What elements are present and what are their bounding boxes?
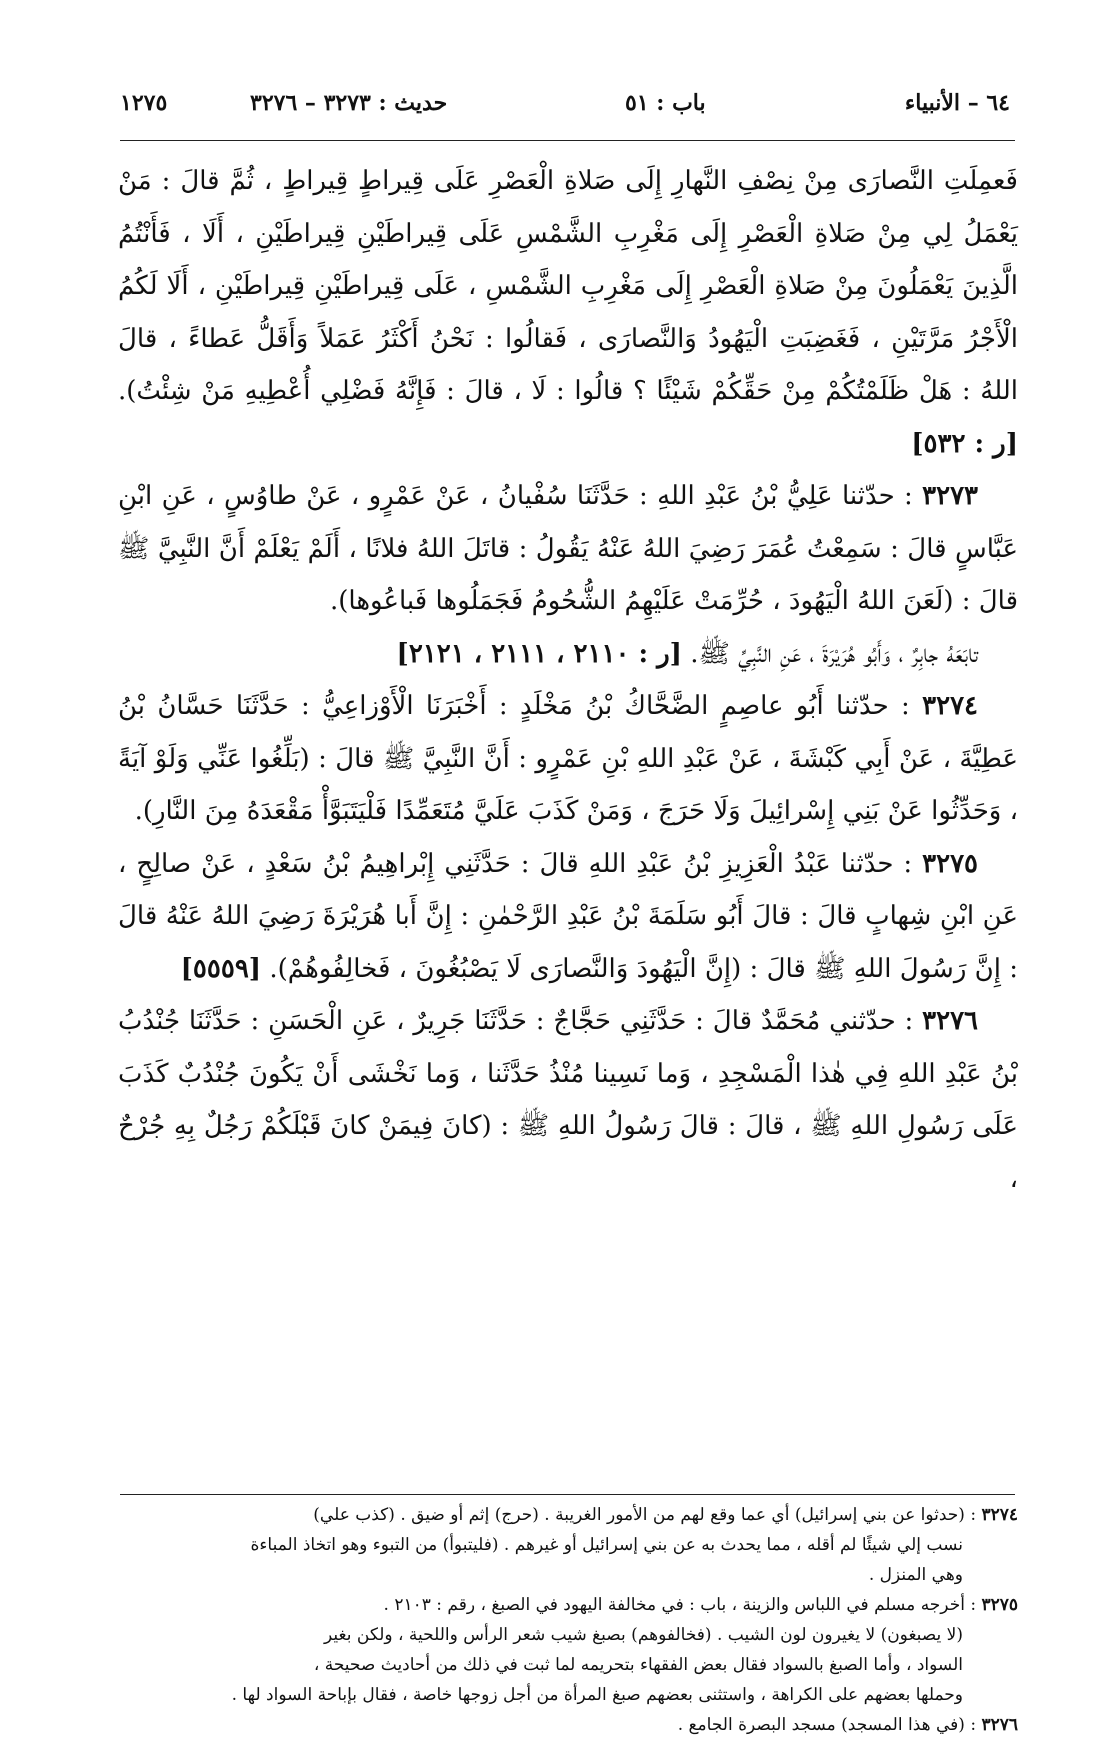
page-number: ١٢٧٥: [120, 90, 168, 116]
hadith-number: ٣٢٧٤: [922, 691, 978, 721]
paragraph-text: : حدّثنا عَبْدُ الْعَزِيزِ بْنُ عَبْدِ اللهِ قالَ : حَدَّثَنِي إِبْراهِيمُ بْنُ سَعْدٍ ، عَنْ صالِحٍ ، عَنِ ابْنِ شِهابٍ قالَ : قالَ أَبُو سَلَمَةَ بْنُ عَبْدِ الرَّحْمٰنِ : إِنَّ أَبا هُرَيْرَةَ رَضِيَ اللهُ عَنْهُ قالَ : إِنَّ رَسُولَ اللهِ ﷺ قالَ : (إِنَّ الْيَهُودَ وَالنَّصارَى لَا يَصْبُغُونَ ، فَخالِفُوهُمْ).: [118, 848, 1018, 984]
footnote-text: : (حدثوا عن بني إسرائيل) أي عما وقع لهم من الأمور الغريبة . (حرج) إثم أو ضيق . (كذب علي): [313, 1505, 977, 1525]
paragraph-text: : حدّثنا أَبُو عاصِمٍ الضَّحَّاكُ بْنُ مَخْلَدٍ : أَخْبَرَنَا الْأَوْزاعِيُّ : حَدَّثَنَا حَسَّانُ بْنُ عَطِيَّةَ ، عَنْ أَبِي كَبْشَةَ ، عَنْ عَبْدِ اللهِ بْنِ عَمْرٍو : أَنَّ النَّبِيَّ ﷺ قالَ : (بَلِّغُوا عَنِّي وَلَوْ آيَةً ، وَحَدِّثُوا عَنْ بَنِي إِسْرائِيلَ وَلَا حَرَجَ ، وَمَنْ كَذَبَ عَلَيَّ مُتَعَمِّدًا فَلْيَتَبَوَّأْ مَقْعَدَهُ مِنَ النَّارِ).: [118, 691, 1018, 826]
footnote-line: [118, 1500, 1018, 1530]
footnote-number: ٣٢٧٥: [981, 1595, 1018, 1615]
footnotes: [118, 1500, 1018, 1740]
footnote-line: (لا يصبغون) لا يغيرون لون الشيب . (فخالفوهم) بصبغ شيب شعر الرأس واللحية ، ولكن بغير: [324, 1625, 963, 1645]
header-divider: [120, 140, 1015, 141]
book-title: ٦٤ – الأنبياء: [904, 90, 1010, 116]
paragraph: [118, 155, 1018, 470]
cross-reference: [٥٥٥٩]: [180, 953, 262, 984]
footnote-text: : أخرجه مسلم في اللباس والزينة ، باب : في مخالفة اليهود في الصبغ ، رقم : ٢١٠٣ .: [383, 1595, 977, 1615]
footnote-line: وهي المنزل .: [868, 1565, 963, 1585]
cross-reference: [ر : ٥٣٢]: [911, 428, 1018, 459]
main-text: [118, 155, 1018, 1205]
hadith-paragraph: [118, 838, 1018, 996]
footnote-line: نسب إلي شيئًا لم أقله ، مما يحدث به عن بني إسرائيل أو غيرهم . (فليتبوأ) من التبوء وهو اتخاذ المباءة: [250, 1535, 963, 1555]
footnote-line: السواد ، وأما الصبغ بالسواد فقال بعض الفقهاء بتحريمه لما ثبت في ذلك من أحاديث صحيحة ،: [313, 1655, 963, 1675]
footnote-line: وحملها بعضهم على الكراهة ، واستثنى بعضهم صبغ المرأة من أجل زوجها خاصة ، فقال بإباحة السواد لها .: [231, 1685, 963, 1705]
hadith-number: ٣٢٧٥: [922, 848, 978, 879]
hadith-number: ٣٢٧٣: [922, 481, 978, 511]
cross-reference: [ر : ٢١١٠ ، ٢١١١ ، ٢١٢١]: [396, 638, 682, 669]
hadith-paragraph: [118, 680, 1018, 838]
footnote-divider: [120, 1494, 1015, 1495]
chapter-number: باب : ٥١: [625, 90, 706, 116]
running-header: [120, 90, 1010, 126]
footnote-line: [118, 1710, 1018, 1740]
hadith-range: حديث : ٣٢٧٣ – ٣٢٧٦: [250, 90, 448, 116]
hadith-paragraph: [118, 995, 1018, 1205]
hadith-number: ٣٢٧٦: [922, 1006, 979, 1036]
paragraph-text: تابَعَهُ جابِرٌ ، وَأَبُو هُرَيْرَةَ ، عَنِ النَّبِيِّ ﷺ.: [690, 638, 978, 669]
footnote-line: [118, 1590, 1018, 1620]
paragraph: [118, 628, 1018, 681]
footnote-number: ٣٢٧٦: [981, 1715, 1018, 1735]
paragraph-text: : حدّثني مُحَمَّدٌ قالَ : حَدَّثَنِي حَجَّاجٌ : حَدَّثَنَا جَرِيرٌ ، عَنِ الْحَسَنِ : حَدَّثَنَا جُنْدُبُ بْنُ عَبْدِ اللهِ فِي هٰذا الْمَسْجِدِ ، وَما نَسِينا مُنْذُ حَدَّثَنا ، وَما نَخْشَى أَنْ يَكُونَ جُنْدُبٌ كَذَبَ عَلَى رَسُولِ اللهِ ﷺ ، قالَ : قالَ رَسُولُ اللهِ ﷺ : (كانَ فِيمَنْ كانَ قَبْلَكُمْ رَجُلٌ بِهِ جُرْحٌ ،: [118, 1006, 1018, 1194]
paragraph-text: : حدّثنا عَلِيُّ بْنُ عَبْدِ اللهِ : حَدَّثَنَا سُفْيانُ ، عَنْ عَمْرٍو ، عَنْ طاوُسٍ ، عَنِ ابْنِ عَبَّاسٍ قالَ : سَمِعْتُ عُمَرَ رَضِيَ اللهُ عَنْهُ يَقُولُ : قاتَلَ اللهُ فلانًا ، أَلَمْ يَعْلَمْ أَنَّ النَّبِيَّ ﷺ قالَ : (لَعَنَ اللهُ الْيَهُودَ ، حُرِّمَتْ عَلَيْهِمُ الشُّحُومُ فَجَمَلُوها فَباعُوها).: [118, 481, 1018, 616]
footnote-text: : (في هذا المسجد) مسجد البصرة الجامع .: [677, 1715, 977, 1735]
footnote-number: ٣٢٧٤: [981, 1505, 1018, 1525]
hadith-paragraph: [118, 470, 1018, 628]
paragraph-text: فَعمِلَتِ النَّصارَى مِنْ نِصْفِ النَّهارِ إِلَى صَلاةِ الْعَصْرِ عَلَى قِيراطٍ قِيراطٍ ، ثُمَّ قالَ : مَنْ يَعْمَلُ لِي مِنْ صَلاةِ الْعَصْرِ إِلَى مَغْرِبِ الشَّمْسِ عَلَى قِيراطَيْنِ قِيراطَيْنِ ، أَلَا ، فَأَنْتُمُ الَّذِينَ يَعْمَلُونَ مِنْ صَلاةِ الْعَصْرِ إِلَى مَغْرِبِ الشَّمْسِ ، عَلَى قِيراطَيْنِ قِيراطَيْنِ ، أَلَا لَكُمُ الْأَجْرُ مَرَّتَيْنِ ، فَغَضِبَتِ الْيَهُودُ وَالنَّصارَى ، فَقالُوا : نَحْنُ أَكْثَرُ عَمَلاً وَأَقَلُّ عَطاءً ، قالَ اللهُ : هَلْ ظَلَمْتُكُمْ مِنْ حَقِّكُمْ شَيْئًا ؟ قالُوا : لَا ، قالَ : فَإِنَّهُ فَضْلِي أُعْطِيهِ مَنْ شِئْتُ).: [118, 166, 1018, 406]
